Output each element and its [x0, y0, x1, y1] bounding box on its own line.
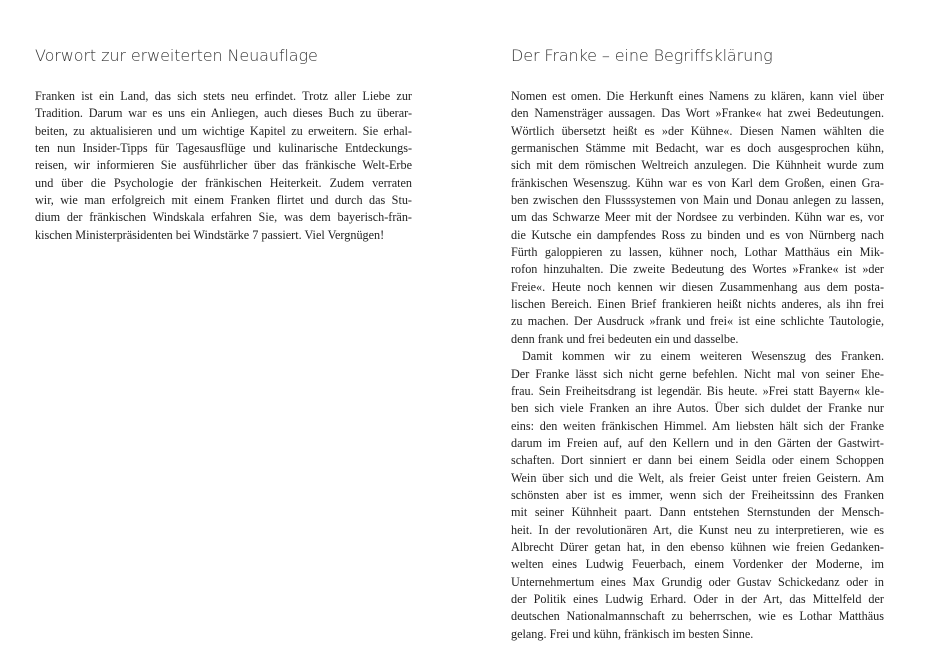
- text-line: Tradition. Darum war es uns ein Anliegen, auch dieses Buch zu überar-: [35, 106, 412, 121]
- text-line: deutschen Nationalmannschaft zu beherrschen, wie es Lothar Matthäus: [511, 609, 884, 624]
- text-line: frau. Sein Freiheitsdrang ist legendär. Bis heute. »Frei statt Bayern« kle-: [511, 383, 884, 398]
- right-page-title: Der Franke – eine Begriffsklärung: [511, 46, 773, 65]
- text-line: wir, wie man erfolgreich mit einem Franken flirtet und durch das Stu-: [35, 193, 412, 208]
- text-line: eins: den weiten fränkischen Himmel. Am liebsten hält sich der Franke: [511, 418, 884, 433]
- text-line: heit. In der revolutionären Art, die Kunst neu zu interpretieren, wie es: [511, 522, 884, 537]
- text-line: den Namensträger aussagen. Das Wort »Franke« hat zwei Bedeutungen.: [511, 106, 884, 121]
- text-line: denn frank und frei bedeuten ein und dasselbe.: [511, 331, 739, 346]
- text-line: beiten, zu aktualisieren und um wichtige Kapitel zu erweitern. Sie erhal-: [35, 123, 412, 138]
- text-line: ben zwischen den Flusssystemen von Main und Donau anlegen zu lassen,: [511, 193, 884, 208]
- text-line: Wörtlich übersetzt heißt es »der Kühne«. Diesen Namen wählten die: [511, 123, 884, 138]
- text-line: zu machen. Der Ausdruck »frank und frei« ist eine schlichte Tautologie,: [511, 314, 884, 329]
- text-line: und über die Psychologie der fränkischen Heiterkeit. Zudem verraten: [35, 175, 412, 190]
- text-line: Franken ist ein Land, das sich stets neu erfindet. Trotz aller Liebe zur: [35, 89, 412, 103]
- text-line: lischen Bereich. Einen Brief frankieren heißt nichts anderes, als ihn frei: [511, 297, 884, 312]
- text-line: Unternehmertum eines Max Grundig oder Gustav Schickedanz oder in: [511, 574, 884, 589]
- text-line: um das Schwarze Meer mit der Nordsee zu verbinden. Kühn war es, vor: [511, 210, 884, 225]
- text-line: Damit kommen wir zu einem weiteren Wesenszug des Franken.: [522, 349, 884, 364]
- text-line: rofon hinzuhalten. Die zweite Bedeutung des Wortes »Franke« ist »der: [511, 262, 884, 277]
- text-line: Nomen est omen. Die Herkunft eines Namens zu klären, kann viel über: [511, 89, 884, 103]
- left-page-text: [35, 88, 412, 244]
- text-line: schönsten aber ist es immer, wenn sich der Freiheitssinn des Franken: [511, 487, 884, 502]
- text-line: sich mit dem römischen Weltreich anzulegen. Die Kühnheit wurde zum: [511, 158, 884, 173]
- text-line: gelang. Frei und kühn, fränkisch im besten Sinne.: [511, 626, 754, 641]
- text-line: Fürth galoppieren zu lassen, kühner noch, Lothar Matthäus ein Mik-: [511, 245, 884, 260]
- text-line: welten eines Ludwig Feuerbach, einem Vordenker der Moderne, im: [511, 557, 884, 572]
- text-line: kischen Ministerpräsidenten bei Windstärke 7 passiert. Viel Vergnügen!: [35, 227, 385, 242]
- text-line: reisen, wir informieren Sie ausführlicher über das fränkische Welt-Erbe: [35, 158, 412, 173]
- text-line: germanischen Stämme mit Bedacht, war es doch ausgesprochen kühn,: [511, 141, 884, 156]
- text-line: Albrecht Dürer getan hat, in den ebenso kühnen wie freien Gedanken-: [511, 539, 884, 554]
- text-line: fränkischen Wesenszug. Kühn war es von Karl dem Großen, einen Gra-: [511, 175, 884, 190]
- text-line: schaften. Dort sinniert er dann bei einem Seidla oder einem Schoppen: [511, 453, 884, 468]
- text-line: Freie«. Heute noch kennen wir diesen Zusammenhang aus dem posta-: [511, 279, 884, 294]
- text-line: ten nun Insider-Tipps für Tagesausflüge und kulinarische Entdeckungs-: [35, 141, 412, 156]
- text-line: Der Franke lässt sich nicht gerne befehlen. Nicht mal von seiner Ehe-: [511, 366, 884, 381]
- left-page-title: Vorwort zur erweiterten Neuauflage: [35, 46, 318, 65]
- text-line: mit seiner Kühnheit paart. Dann entstehen Sternstunden der Mensch-: [511, 505, 884, 520]
- text-line: Wein über sich und die Welt, als freier Geist unter freien Geistern. Am: [511, 470, 884, 485]
- text-line: dium der fränkischen Windskala erfahren Sie, was dem bayerisch-frän-: [35, 210, 412, 225]
- text-line: darum im Freien auf, auf den Kellern und in den Gärten der Gastwirt-: [511, 435, 884, 450]
- text-line: die Kutsche ein dampfendes Ross zu binden und es von Nürnberg nach: [511, 227, 884, 242]
- right-page-text: [511, 88, 884, 643]
- text-line: ben sich viele Franken an ihre Autos. Über sich duldet der Franke nur: [511, 401, 884, 416]
- text-line: der Politik eines Ludwig Erhard. Oder in der Art, das Mittelfeld der: [511, 591, 884, 606]
